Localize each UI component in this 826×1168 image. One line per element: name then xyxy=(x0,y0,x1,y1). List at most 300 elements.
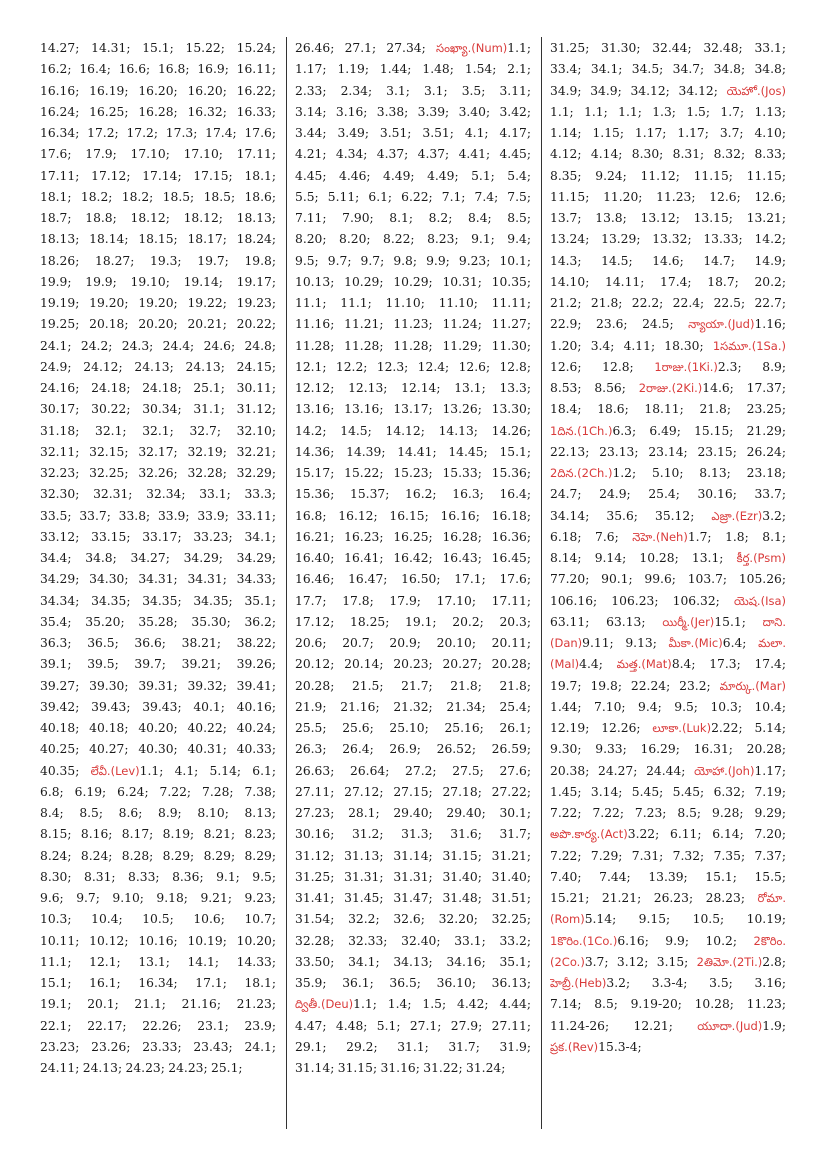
reference-line xyxy=(40,463,276,484)
reference-text: 39.27; 39.30; 39.31; 39.32; 39.41; xyxy=(40,678,276,693)
reference-text: 36.3; 36.5; 36.6; 38.21; 38.22; xyxy=(40,636,276,650)
reference-line xyxy=(295,548,531,569)
book-label: (Mal) xyxy=(550,657,580,672)
reference-text: 35.9; 36.1; 36.5; 36.10; 36.13; xyxy=(295,976,531,990)
reference-text: 14.36; 14.39; 14.41; 14.45; 15.1; xyxy=(295,444,531,459)
reference-line xyxy=(295,229,531,250)
reference-line xyxy=(40,208,276,229)
book-label: దాని. xyxy=(762,614,786,629)
reference-text: 1.17; 1.19; 1.44; 1.48; 1.54; 2.1; xyxy=(295,62,531,77)
reference-line xyxy=(40,38,276,59)
book-label: 2దిన.(2Ch.) xyxy=(550,466,613,480)
reference-text: 15.3-4; xyxy=(598,1039,642,1054)
reference-text: 21.9; 21.16; 21.32; 21.34; 25.4; xyxy=(295,699,531,714)
reference-text: 31.25; 31.31; 31.31; 31.40; 31.40; xyxy=(295,869,531,884)
reference-line xyxy=(40,506,276,527)
reference-line xyxy=(295,1058,531,1079)
reference-text: 19.1; 20.1; 21.1; 21.16; 21.23; xyxy=(40,997,276,1012)
reference-text: 17.7; 17.8; 17.9; 17.10; 17.11; xyxy=(295,593,531,608)
reference-text: 26.46; 27.1; 27.34; xyxy=(295,41,437,55)
reference-line xyxy=(550,484,786,505)
reference-line xyxy=(295,421,531,442)
reference-line xyxy=(40,612,276,633)
reference-line xyxy=(40,548,276,569)
reference-line xyxy=(295,314,531,335)
reference-text: 13.7; 13.8; 13.12; 13.15; 13.21; xyxy=(550,211,786,225)
book-label: కీర్త.(Psm) xyxy=(736,551,786,565)
reference-line xyxy=(40,1016,276,1037)
reference-line xyxy=(550,739,786,760)
reference-line xyxy=(295,824,531,845)
reference-text: 40.25; 40.27; 40.30; 40.31; 40.33; xyxy=(40,742,276,757)
reference-text: 31.41; 31.45; 31.47; 31.48; 31.51; xyxy=(295,891,531,905)
reference-text: 1.14; 1.15; 1.17; 1.17; 3.7; 4.10; xyxy=(550,126,786,140)
reference-line xyxy=(295,506,531,527)
reference-line xyxy=(295,38,531,59)
reference-line xyxy=(40,527,276,548)
book-label: యెష.(Isa) xyxy=(733,593,786,608)
reference-line xyxy=(550,38,786,59)
reference-text: 6.16; 9.9; 10.2; xyxy=(617,933,738,948)
reference-line xyxy=(550,803,786,824)
reference-text: 9.6; 9.7; 9.10; 9.18; 9.21; 9.23; xyxy=(40,891,276,905)
reference-text: 3.2; 3.3-4; 3.5; 3.16; xyxy=(606,976,786,990)
reference-text: 19.9; 19.9; 19.10; 19.14; 19.17; xyxy=(40,274,276,289)
reference-text: 31.25; 31.30; 32.44; 32.48; 33.1; xyxy=(550,41,786,55)
reference-text: 6.8; 6.19; 6.24; 7.22; 7.28; 7.38; xyxy=(40,784,276,799)
reference-line xyxy=(550,208,786,229)
reference-text: 2.3; 8.9; xyxy=(717,359,786,374)
reference-line xyxy=(40,81,276,102)
reference-line xyxy=(550,336,786,357)
reference-text: 3.7; 3.12; 3.15; xyxy=(584,954,689,969)
reference-line xyxy=(295,973,531,994)
book-label: ఎజ్రా.(Ezr) xyxy=(711,508,763,523)
reference-text: 7.22; 7.29; 7.31; 7.32; 7.35; 7.37; xyxy=(550,848,786,863)
reference-text: 31.14; 31.15; 31.16; 31.22; 31.24; xyxy=(295,1061,506,1075)
reference-text: 16.24; 16.25; 16.28; 16.32; 16.33; xyxy=(40,104,276,119)
book-label: లేవీ.(Lev) xyxy=(90,763,140,778)
reference-line xyxy=(40,314,276,335)
reference-line xyxy=(295,378,531,399)
reference-text: 8.14; 9.14; 10.28; 13.1; xyxy=(550,551,724,565)
reference-line xyxy=(40,399,276,420)
reference-line xyxy=(295,144,531,165)
reference-line xyxy=(40,166,276,187)
reference-text: 4.21; 4.34; 4.37; 4.37; 4.41; 4.45; xyxy=(295,147,531,162)
reference-text: 33.4; 34.1; 34.5; 34.7; 34.8; 34.8; xyxy=(550,62,786,77)
book-label: రోమా. xyxy=(757,891,786,905)
reference-line xyxy=(295,357,531,378)
reference-text: 1.17; xyxy=(754,763,786,778)
reference-line xyxy=(40,803,276,824)
reference-text: 2.8; xyxy=(762,954,786,969)
reference-text: 11.16; 11.21; 11.23; 11.24; 11.27; xyxy=(295,317,531,332)
reference-text: 4.45; 4.46; 4.49; 4.49; 5.1; 5.4; xyxy=(295,168,531,183)
reference-text: 1.1; 1.4; 1.5; 4.42; 4.44; xyxy=(353,997,531,1012)
reference-line xyxy=(40,421,276,442)
reference-text: 22.9; 23.6; 24.5; xyxy=(550,317,674,332)
reference-text: 40.35; xyxy=(40,763,91,778)
reference-line xyxy=(295,739,531,760)
reference-line xyxy=(295,761,531,782)
reference-text: 24.16; 24.18; 24.18; 25.1; 30.11; xyxy=(40,381,276,395)
reference-line xyxy=(40,633,276,654)
book-label: నెహె.(Neh) xyxy=(632,529,688,544)
book-label: యెహో.(Jos) xyxy=(726,83,786,98)
reference-line xyxy=(40,357,276,378)
reference-text: 24.1; 24.2; 24.3; 24.4; 24.6; 24.8; xyxy=(40,338,276,353)
reference-text: 40.18; 40.18; 40.20; 40.22; 40.24; xyxy=(40,721,276,735)
reference-text: 16.8; 16.12; 16.15; 16.16; 16.18; xyxy=(295,508,531,523)
reference-line xyxy=(550,59,786,80)
reference-text: 22.1; 22.17; 22.26; 23.1; 23.9; xyxy=(40,1018,276,1033)
reference-text: 13.16; 13.16; 13.17; 13.26; 13.30; xyxy=(295,402,531,417)
reference-text: 1.1; 1.1; 1.1; 1.3; 1.5; 1.7; 1.13; xyxy=(550,104,786,119)
reference-line xyxy=(550,697,786,718)
reference-line xyxy=(40,293,276,314)
reference-line xyxy=(550,166,786,187)
reference-text: 26.63; 26.64; 27.2; 27.5; 27.6; xyxy=(295,763,531,778)
reference-text: 63.11; 63.13; xyxy=(550,614,646,629)
reference-text: 77.20; 90.1; 99.6; 103.7; 105.26; xyxy=(550,572,786,587)
reference-text: 16.34; 17.2; 17.2; 17.3; 17.4; 17.6; xyxy=(40,126,276,140)
reference-line xyxy=(295,867,531,888)
reference-text: 34.9; 34.9; 34.12; 34.12; xyxy=(550,83,718,98)
book-label: 2రాజు.(2Ki.) xyxy=(638,381,703,395)
reference-text: 17.11; 17.12; 17.14; 17.15; 18.1; xyxy=(40,168,276,183)
reference-text: 16.40; 16.41; 16.42; 16.43; 16.45; xyxy=(295,551,531,565)
reference-text: 1.7; 1.8; 8.1; xyxy=(687,529,786,544)
reference-line xyxy=(295,102,531,123)
book-label: మత్త.(Mat) xyxy=(616,657,672,672)
reference-line xyxy=(40,654,276,675)
column-divider xyxy=(541,37,542,1129)
reference-line xyxy=(295,612,531,633)
reference-line xyxy=(40,824,276,845)
reference-line xyxy=(295,251,531,272)
reference-line xyxy=(40,59,276,80)
reference-line xyxy=(40,867,276,888)
reference-line xyxy=(550,463,786,484)
reference-text: 30.16; 31.2; 31.3; 31.6; 31.7; xyxy=(295,827,531,842)
reference-text: 8.35; 9.24; 11.12; 11.15; 11.15; xyxy=(550,168,786,183)
reference-line xyxy=(550,187,786,208)
reference-text: 9.5; 9.7; 9.7; 9.8; 9.9; 9.23; 10.1; xyxy=(295,253,531,268)
book-label: లూకా.(Luk) xyxy=(652,721,712,735)
reference-text: 8.24; 8.24; 8.28; 8.29; 8.29; 8.29; xyxy=(40,848,276,863)
reference-text: 25.5; 25.6; 25.10; 25.16; 26.1; xyxy=(295,721,531,735)
reference-line xyxy=(40,888,276,909)
reference-line xyxy=(550,931,786,952)
reference-line xyxy=(40,144,276,165)
reference-text: 14.6; 17.37; xyxy=(702,381,786,395)
reference-line xyxy=(550,81,786,102)
reference-text: 9.11; 9.13; xyxy=(582,636,657,650)
reference-text: 5.5; 5.11; 6.1; 6.22; 7.1; 7.4; 7.5; xyxy=(295,189,531,204)
reference-text: 11.1; 11.1; 11.10; 11.10; 11.11; xyxy=(295,296,531,310)
reference-line xyxy=(295,931,531,952)
reference-line xyxy=(550,761,786,782)
reference-line xyxy=(550,442,786,463)
reference-line xyxy=(550,527,786,548)
reference-text: 1.16; xyxy=(754,317,786,332)
reference-line xyxy=(550,718,786,739)
reference-line xyxy=(40,569,276,590)
reference-line xyxy=(40,229,276,250)
column-1 xyxy=(40,38,276,1079)
reference-text: 14.2; 14.5; 14.12; 14.13; 14.26; xyxy=(295,423,531,438)
reference-text: 8.4; 17.3; 17.4; xyxy=(671,657,786,672)
reference-line xyxy=(295,442,531,463)
book-label: 1సమూ.(1Sa.) xyxy=(712,338,786,353)
reference-line xyxy=(40,697,276,718)
book-label: హెబ్రీ.(Heb) xyxy=(550,976,607,990)
reference-text: 34.4; 34.8; 34.27; 34.29; 34.29; xyxy=(40,551,276,565)
reference-text: 10.11; 10.12; 10.16; 10.19; 10.20; xyxy=(40,933,276,948)
reference-text: 24.11; 24.13; 24.23; 24.23; 25.1; xyxy=(40,1061,243,1075)
reference-text: 1.1; 4.1; 5.14; 6.1; xyxy=(139,763,276,778)
reference-text: 18.26; 18.27; 19.3; 19.7; 19.8; xyxy=(40,253,276,268)
reference-text: 7.40; 7.44; 13.39; 15.1; 15.5; xyxy=(550,869,786,884)
reference-text: 15.1; xyxy=(714,614,746,629)
reference-line xyxy=(550,909,786,930)
reference-text: 6.3; 6.49; 15.15; 21.29; xyxy=(612,423,786,438)
column-2 xyxy=(295,38,531,1079)
book-label: 2తిమో.(2Ti.) xyxy=(696,954,763,969)
reference-text: 18.7; 18.8; 18.12; 18.12; 18.13; xyxy=(40,211,276,225)
reference-line xyxy=(295,994,531,1015)
reference-text: 19.19; 19.20; 19.20; 19.22; 19.23; xyxy=(40,296,276,310)
reference-line xyxy=(40,442,276,463)
reference-text: 15.21; 21.21; 26.23; 28.23; xyxy=(550,891,745,905)
book-label: మార్కు.(Mar) xyxy=(719,678,786,693)
reference-line xyxy=(295,336,531,357)
reference-text: 32.11; 32.15; 32.17; 32.19; 32.21; xyxy=(40,444,276,459)
reference-text: 24.9; 24.12; 24.13; 24.13; 24.15; xyxy=(40,359,276,374)
reference-line xyxy=(295,569,531,590)
reference-line xyxy=(550,293,786,314)
reference-text: 1.1; xyxy=(507,41,531,55)
reference-line xyxy=(550,548,786,569)
reference-text: 34.29; 34.30; 34.31; 34.31; 34.33; xyxy=(40,572,276,587)
reference-text: 34.34; 34.35; 34.35; 34.35; 35.1; xyxy=(40,593,276,608)
reference-text: 10.13; 10.29; 10.29; 10.31; 10.35; xyxy=(295,274,531,289)
reference-text: 7.22; 7.22; 7.23; 8.5; 9.28; 9.29; xyxy=(550,806,786,820)
reference-text: 24.7; 24.9; 25.4; 30.16; 33.7; xyxy=(550,487,786,502)
reference-line xyxy=(550,1016,786,1037)
reference-text: 6.18; 7.6; xyxy=(550,529,619,544)
reference-text: 32.28; 32.33; 32.40; 33.1; 33.2; xyxy=(295,933,531,948)
reference-line xyxy=(40,782,276,803)
reference-text: 27.23; 28.1; 29.40; 29.40; 30.1; xyxy=(295,806,531,820)
reference-line xyxy=(40,272,276,293)
reference-line xyxy=(295,399,531,420)
reference-text: 31.18; 32.1; 32.1; 32.7; 32.10; xyxy=(40,423,276,438)
reference-line xyxy=(295,484,531,505)
book-label: సంఖ్యా.(Num) xyxy=(436,41,508,55)
book-label: మలా. xyxy=(758,636,786,650)
reference-text: 2.22; 5.14; xyxy=(711,721,786,735)
reference-line xyxy=(295,187,531,208)
reference-text: 27.11; 27.12; 27.15; 27.18; 27.22; xyxy=(295,784,531,799)
reference-text: 18.1; 18.2; 18.2; 18.5; 18.5; 18.6; xyxy=(40,189,276,204)
reference-line xyxy=(295,1037,531,1058)
book-label: అపొ.కార్య.(Act) xyxy=(550,827,628,842)
reference-text: 8.4; 8.5; 8.6; 8.9; 8.10; 8.13; xyxy=(40,806,276,820)
column-divider xyxy=(286,37,287,1129)
reference-line xyxy=(550,612,786,633)
reference-text: 106.16; 106.23; 106.32; xyxy=(550,593,720,608)
reference-text: 1.9; xyxy=(762,1018,786,1033)
reference-line xyxy=(550,357,786,378)
reference-line xyxy=(40,102,276,123)
reference-text: 11.28; 11.28; 11.28; 11.29; 11.30; xyxy=(295,338,531,353)
book-label: యూదా.(Jud) xyxy=(697,1018,763,1033)
reference-line xyxy=(40,591,276,612)
reference-text: 33.50; 34.1; 34.13; 34.16; 35.1; xyxy=(295,954,531,969)
reference-line xyxy=(550,824,786,845)
book-label: ప్రక.(Rev) xyxy=(550,1039,599,1054)
reference-text: 33.5; 33.7; 33.8; 33.9; 33.9; 33.11; xyxy=(40,508,276,523)
reference-text: 35.4; 35.20; 35.28; 35.30; 36.2; xyxy=(40,614,276,629)
reference-text: 12.6; 12.8; xyxy=(550,359,634,374)
reference-text: 16.46; 16.47; 16.50; 17.1; 17.6; xyxy=(295,572,531,587)
reference-text: 7.14; 8.5; 9.19-20; 10.28; 11.23; xyxy=(550,997,786,1012)
reference-text: 7.11; 7.90; 8.1; 8.2; 8.4; 8.5; xyxy=(295,211,531,225)
reference-text: 8.20; 8.20; 8.22; 8.23; 9.1; 9.4; xyxy=(295,232,531,247)
reference-line xyxy=(550,888,786,909)
reference-line xyxy=(295,803,531,824)
reference-text: 4.47; 4.48; 5.1; 27.1; 27.9; 27.11; xyxy=(295,1018,531,1033)
reference-line xyxy=(295,293,531,314)
reference-text: 16.21; 16.23; 16.25; 16.28; 16.36; xyxy=(295,529,531,544)
reference-text: 17.6; 17.9; 17.10; 17.10; 17.11; xyxy=(40,147,276,162)
book-label: యోహా.(Joh) xyxy=(694,763,755,778)
reference-line xyxy=(550,421,786,442)
reference-text: 8.53; 8.56; xyxy=(550,381,626,395)
reference-text: 20.38; 24.27; 24.44; xyxy=(550,763,686,778)
reference-line xyxy=(295,676,531,697)
reference-line xyxy=(550,144,786,165)
reference-line xyxy=(295,81,531,102)
reference-text: 2.33; 2.34; 3.1; 3.1; 3.5; 3.11; xyxy=(295,83,531,98)
reference-text: 12.12; 12.13; 12.14; 13.1; 13.3; xyxy=(295,381,531,395)
reference-text: 1.20; 3.4; 4.11; 18.30; xyxy=(550,338,704,353)
reference-line xyxy=(40,718,276,739)
reference-text: 16.2; 16.4; 16.6; 16.8; 16.9; 16.11; xyxy=(40,62,276,77)
reference-text: 4.12; 4.14; 8.30; 8.31; 8.32; 8.33; xyxy=(550,147,786,162)
reference-line xyxy=(550,399,786,420)
reference-line xyxy=(550,952,786,973)
reference-text: 8.15; 8.16; 8.17; 8.19; 8.21; 8.23; xyxy=(40,827,276,842)
reference-text: 1.2; 5.10; 8.13; 23.18; xyxy=(612,466,786,480)
reference-text: 32.30; 32.31; 32.34; 33.1; 33.3; xyxy=(40,487,276,502)
reference-line xyxy=(295,697,531,718)
reference-text: 30.17; 30.22; 30.34; 31.1; 31.12; xyxy=(40,402,276,417)
reference-line xyxy=(40,251,276,272)
reference-text: 16.16; 16.19; 16.20; 16.20; 16.22; xyxy=(40,83,276,98)
reference-text: 18.13; 18.14; 18.15; 18.17; 18.24; xyxy=(40,232,276,247)
reference-text: 29.1; 29.2; 31.1; 31.7; 31.9; xyxy=(295,1039,531,1054)
reference-line xyxy=(40,378,276,399)
reference-line xyxy=(550,229,786,250)
reference-text: 15.36; 15.37; 16.2; 16.3; 16.4; xyxy=(295,487,531,502)
reference-line xyxy=(295,1016,531,1037)
reference-line xyxy=(550,654,786,675)
reference-line xyxy=(550,867,786,888)
reference-text: 6.4; xyxy=(722,636,747,650)
reference-line xyxy=(550,782,786,803)
reference-text: 31.54; 32.2; 32.6; 32.20; 32.25; xyxy=(295,912,531,927)
reference-text: 21.2; 21.8; 22.2; 22.4; 22.5; 22.7; xyxy=(550,296,786,310)
reference-text: 1.45; 3.14; 5.45; 5.45; 6.32; 7.19; xyxy=(550,784,786,799)
reference-line xyxy=(550,272,786,293)
reference-line xyxy=(295,782,531,803)
reference-line xyxy=(295,952,531,973)
reference-line xyxy=(40,846,276,867)
reference-line xyxy=(40,973,276,994)
reference-text: 9.30; 9.33; 16.29; 16.31; 20.28; xyxy=(550,742,786,757)
reference-line xyxy=(550,123,786,144)
reference-line xyxy=(295,166,531,187)
reference-line xyxy=(550,676,786,697)
reference-text: 11.1; 12.1; 13.1; 14.1; 14.33; xyxy=(40,954,276,969)
reference-line xyxy=(550,591,786,612)
reference-text: 18.4; 18.6; 18.11; 21.8; 23.25; xyxy=(550,402,786,417)
reference-text: 15.1; 16.1; 16.34; 17.1; 18.1; xyxy=(40,976,276,990)
reference-text: 34.14; 35.6; 35.12; xyxy=(550,508,695,523)
reference-line xyxy=(295,463,531,484)
reference-line xyxy=(295,633,531,654)
reference-text: 32.23; 32.25; 32.26; 32.28; 32.29; xyxy=(40,466,276,480)
reference-text: 14.10; 14.11; 17.4; 18.7; 20.2; xyxy=(550,274,786,289)
reference-line xyxy=(40,187,276,208)
reference-line xyxy=(295,909,531,930)
reference-line xyxy=(40,761,276,782)
book-label: న్యాయా.(Jud) xyxy=(688,317,755,332)
book-label: (Rom) xyxy=(550,912,585,927)
reference-line xyxy=(40,931,276,952)
reference-text: 3.14; 3.16; 3.38; 3.39; 3.40; 3.42; xyxy=(295,104,531,119)
column-3 xyxy=(550,38,786,1058)
reference-text: 17.12; 18.25; 19.1; 20.2; 20.3; xyxy=(295,614,531,629)
reference-line xyxy=(295,718,531,739)
reference-text: 11.24-26; 12.21; xyxy=(550,1018,673,1033)
reference-line xyxy=(295,654,531,675)
reference-line xyxy=(295,272,531,293)
reference-text: 26.3; 26.4; 26.9; 26.52; 26.59; xyxy=(295,742,531,757)
reference-line xyxy=(40,123,276,144)
reference-line xyxy=(550,378,786,399)
reference-text: 23.23; 23.26; 23.33; 23.43; 24.1; xyxy=(40,1039,276,1054)
reference-text: 5.14; 9.15; 10.5; 10.19; xyxy=(584,912,786,927)
reference-line xyxy=(550,506,786,527)
reference-line xyxy=(550,846,786,867)
reference-text: 20.12; 20.14; 20.23; 20.27; 20.28; xyxy=(295,657,531,672)
reference-text: 11.15; 11.20; 11.23; 12.6; 12.6; xyxy=(550,189,786,204)
reference-line xyxy=(40,484,276,505)
reference-line xyxy=(550,1037,786,1058)
reference-text: 10.3; 10.4; 10.5; 10.6; 10.7; xyxy=(40,912,276,927)
reference-text: 19.7; 19.8; 22.24; 23.2; xyxy=(550,678,711,693)
reference-line xyxy=(40,909,276,930)
reference-line xyxy=(40,1037,276,1058)
reference-line xyxy=(550,994,786,1015)
reference-line xyxy=(550,102,786,123)
reference-line xyxy=(40,952,276,973)
book-label: యిర్మీ.(Jer) xyxy=(662,614,715,629)
